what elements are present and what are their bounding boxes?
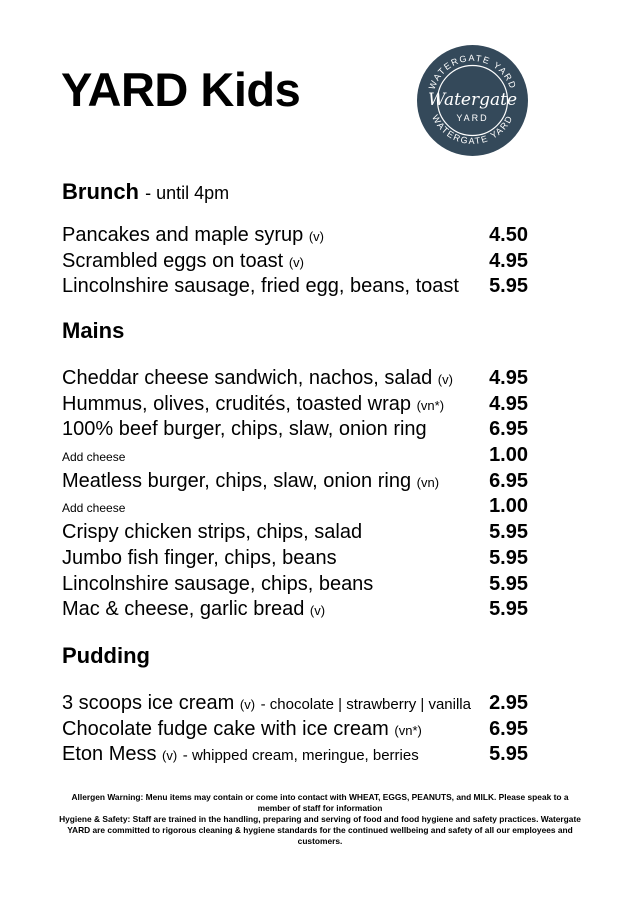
item-price: 2.95: [489, 692, 528, 714]
svg-text:Watergate: Watergate: [427, 90, 518, 110]
menu-item: [62, 597, 528, 623]
item-price: 4.95: [489, 367, 528, 389]
dietary-tag: (v): [239, 697, 256, 712]
menu-item: [62, 691, 528, 717]
menu-item: [62, 717, 528, 743]
menu-item: [62, 494, 528, 520]
dietary-tag: (vn): [416, 474, 440, 490]
item-name: 100% beef burger, chips, slaw, onion ring: [62, 418, 427, 441]
footer-notice: [55, 792, 585, 847]
item-description: - chocolate | strawberry | vanilla: [260, 696, 471, 713]
menu-item: [62, 223, 528, 249]
item-name: 3 scoops ice cream: [62, 692, 235, 714]
item-price: 1.00: [489, 495, 528, 518]
item-name: Crispy chicken strips, chips, salad: [62, 521, 363, 544]
item-name: Add cheese: [62, 501, 126, 516]
item-name: Lincolnshire sausage, fried egg, beans, toast: [62, 275, 459, 298]
allergen-warning: Allergen Warning: Menu items may contain or come into contact with WHEAT, EGGS, PEANUTS, and MILK. Please speak to a member of staff for information: [71, 792, 569, 813]
hygiene-statement: Hygiene & Safety: Staff are trained in the handling, preparing and serving of food and food hygiene and safety practices. Watergate YARD are committed to rigorous cleaning & hygiene standards for the continued wellbeing and safety of all our employees and customers.: [59, 814, 581, 846]
menu-item: [62, 392, 528, 418]
dietary-tag: (v): [288, 254, 304, 270]
item-price: 6.95: [489, 469, 528, 492]
menu-item: [62, 366, 528, 392]
page-title: YARD Kids: [61, 63, 301, 116]
item-name: Pancakes and maple syrup: [62, 224, 304, 246]
item-name: Hummus, olives, crudités, toasted wrap: [62, 392, 412, 415]
section-title: Mains: [62, 318, 125, 343]
dietary-tag: (v): [162, 748, 178, 764]
menu-item: [62, 469, 528, 495]
item-price: 5.95: [489, 521, 528, 544]
menu-item: [62, 742, 528, 768]
item-description: - whipped cream, meringue, berries: [182, 747, 419, 765]
watergate-yard-logo: [417, 45, 528, 156]
menu-item: [62, 417, 528, 443]
item-price: 4.95: [489, 249, 528, 272]
section-pudding: [62, 641, 528, 768]
menu-item: [62, 274, 528, 300]
menu-item: [62, 572, 528, 598]
item-name: Jumbo fish finger, chips, beans: [62, 546, 337, 569]
item-name: Scrambled eggs on toast: [62, 249, 284, 272]
item-price: 6.95: [489, 717, 528, 740]
menu-item: [62, 520, 528, 546]
item-price: 1.00: [489, 444, 528, 467]
menu-item: [62, 249, 528, 275]
dietary-tag: (v): [308, 229, 324, 244]
dietary-tag: (vn*): [394, 722, 422, 738]
item-name: Lincolnshire sausage, chips, beans: [62, 572, 374, 595]
section-title: Pudding: [62, 643, 150, 668]
section-title: Brunch: [62, 179, 139, 204]
item-price: 6.95: [489, 418, 528, 441]
item-name: Add cheese: [62, 450, 126, 465]
dietary-tag: (v): [309, 603, 326, 619]
item-price: 5.95: [489, 275, 528, 298]
item-name: Mac & cheese, garlic bread: [62, 598, 310, 621]
dietary-tag: (vn*): [416, 397, 445, 413]
item-name: Cheddar cheese sandwich, nachos, salad: [62, 367, 433, 389]
menu-item: [62, 546, 528, 572]
item-name: Chocolate fudge cake with ice cream: [62, 717, 389, 740]
svg-text:YARD: YARD: [456, 113, 489, 123]
menu-item: [62, 443, 528, 469]
item-price: 5.95: [489, 743, 528, 766]
item-price: 5.95: [489, 598, 528, 621]
dietary-tag: (v): [437, 372, 453, 387]
item-name: Eton Mess: [62, 743, 157, 766]
svg-text:WATERGATE YARD: WATERGATE YARD: [430, 113, 515, 147]
item-name: Meatless burger, chips, slaw, onion ring: [62, 469, 412, 492]
item-price: 5.95: [489, 572, 528, 595]
item-price: 4.50: [489, 224, 528, 246]
section-brunch: [62, 177, 528, 300]
section-subtitle: - until 4pm: [145, 183, 230, 203]
item-price: 4.95: [489, 392, 528, 415]
svg-text:WATERGATE YARD: WATERGATE YARD: [426, 52, 519, 91]
item-price: 5.95: [489, 546, 528, 569]
section-mains: [62, 316, 528, 623]
